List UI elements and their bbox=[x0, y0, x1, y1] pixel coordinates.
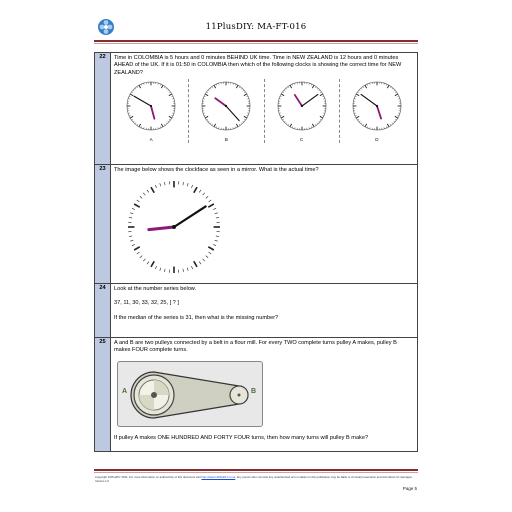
footer-rule-thin bbox=[94, 472, 418, 473]
questions-table bbox=[94, 52, 418, 452]
question-number: 25 bbox=[95, 337, 111, 451]
clock-tick bbox=[155, 266, 156, 269]
clock-tick bbox=[147, 262, 149, 265]
clock-tick bbox=[194, 262, 197, 268]
pulley-diagram bbox=[117, 361, 263, 427]
clock-tick bbox=[140, 256, 142, 258]
clock-tick bbox=[143, 259, 145, 261]
clock-face-icon bbox=[125, 80, 177, 132]
clock-tick bbox=[194, 188, 197, 194]
copyright-notice bbox=[95, 476, 417, 483]
clock-tick bbox=[213, 209, 216, 210]
clock-tick bbox=[137, 253, 140, 255]
header-rule bbox=[94, 40, 418, 42]
question-23 bbox=[95, 165, 418, 284]
clock-tick bbox=[213, 245, 216, 246]
clock-tick bbox=[183, 269, 184, 272]
question-text: Time in COLOMBIA is 5 hours and 0 minutes BEHIND UK time. Time in NEW ZEALAND is 12 hours and 0 minutes AHEAD of the UK. If it is 01:50 in COLOMBIA then which of the following clocks is showing the correct time for NEW ZEALAND? bbox=[114, 55, 402, 76]
clock-pivot bbox=[225, 105, 227, 107]
question-25 bbox=[95, 337, 418, 451]
question-text: A and B are two pulleys connected by a belt in a flour mill. For every TWO complete turns pulley A makes, pulley B makes FOUR complete turns. bbox=[114, 339, 397, 354]
clock-tick bbox=[209, 253, 212, 255]
question-24 bbox=[95, 283, 418, 337]
version-text: Version 1.0 bbox=[95, 478, 109, 483]
worksheet-page bbox=[90, 15, 422, 497]
pulley-b-label: B bbox=[251, 387, 257, 395]
question-number: 24 bbox=[95, 283, 111, 337]
clock-pivot bbox=[376, 105, 378, 107]
clock-tick bbox=[209, 200, 212, 202]
clock-tick bbox=[151, 262, 154, 268]
question-text: The image below shows the clockface as seen in a mirror. What is the actual time? bbox=[114, 167, 319, 173]
hour-hand bbox=[149, 227, 174, 230]
mirror-clock-icon bbox=[124, 177, 224, 277]
clock-tick bbox=[129, 218, 132, 219]
clock-tick bbox=[191, 185, 192, 188]
clock-tick bbox=[160, 184, 161, 187]
clock-tick bbox=[137, 200, 140, 202]
clock-tick bbox=[134, 204, 140, 207]
clock-tick bbox=[216, 236, 219, 237]
clock-tick bbox=[199, 262, 201, 265]
clock-tick bbox=[129, 236, 132, 237]
clock-tick bbox=[183, 182, 184, 185]
clock-pivot bbox=[150, 105, 152, 107]
clock-face-icon bbox=[200, 80, 252, 132]
clock-tick bbox=[147, 190, 149, 193]
clock-face-icon bbox=[276, 80, 328, 132]
clock-pivot bbox=[301, 105, 303, 107]
clock-option-b[interactable] bbox=[188, 79, 263, 142]
footer-rule bbox=[94, 469, 418, 471]
page-number: Page 5 bbox=[402, 486, 417, 491]
clock-tick bbox=[187, 184, 188, 187]
number-series: 37, 11, 30, 33, 32, 25, [ ? ] bbox=[114, 300, 179, 307]
clock-tick bbox=[215, 241, 218, 242]
option-label: B bbox=[224, 136, 228, 142]
page-title: 11PlusDIY: MA-FT-016 bbox=[205, 22, 307, 32]
option-label: A bbox=[149, 136, 153, 142]
minute-hand bbox=[174, 207, 206, 228]
clock-tick bbox=[132, 245, 135, 246]
clock-tick bbox=[208, 247, 214, 250]
pulley-a-label: A bbox=[122, 387, 128, 395]
clock-tick bbox=[164, 269, 165, 272]
clock-tick bbox=[130, 213, 133, 214]
clock-tick bbox=[206, 197, 208, 199]
clock-tick bbox=[134, 247, 140, 250]
clock-face-icon bbox=[351, 80, 403, 132]
clock-tick bbox=[155, 185, 156, 188]
copyright-rest: . Any person who commits any unauthorised act in relation to this publication may be liable to criminal prosecution and civil claims for damages. bbox=[235, 475, 413, 479]
option-label: D bbox=[375, 136, 379, 142]
question-text: Look at the number series below. bbox=[114, 285, 197, 292]
question-prompt: If the median of the series is 31, then what is the missing number? bbox=[114, 314, 279, 321]
website-link[interactable]: http://www.11PlusDIY.co.uk bbox=[201, 475, 236, 479]
clock-option-c[interactable] bbox=[264, 79, 339, 142]
clock-tick bbox=[215, 213, 218, 214]
clock-tick bbox=[143, 193, 145, 195]
clock-tick bbox=[199, 190, 201, 193]
header-rule-thin bbox=[94, 43, 418, 44]
question-number: 22 bbox=[95, 53, 111, 165]
clock-option-a[interactable] bbox=[114, 79, 188, 142]
clock-tick bbox=[191, 266, 192, 269]
clock-tick bbox=[203, 193, 205, 195]
clock-tick bbox=[132, 209, 135, 210]
clock-tick bbox=[140, 197, 142, 199]
clock-tick bbox=[130, 241, 133, 242]
option-label: C bbox=[300, 136, 304, 142]
copyright-text: Copyright 11PlusDIY 2011. For more information on authenticity of this document visit bbox=[95, 475, 201, 479]
clock-tick bbox=[208, 204, 214, 207]
clock-tick bbox=[203, 259, 205, 261]
clock-tick bbox=[164, 182, 165, 185]
question-22 bbox=[95, 53, 418, 165]
clock-tick bbox=[206, 256, 208, 258]
clock-pivot bbox=[172, 225, 176, 229]
clock-option-d[interactable] bbox=[339, 79, 414, 142]
clock-tick bbox=[160, 268, 161, 271]
clock-tick bbox=[216, 218, 219, 219]
clock-tick bbox=[151, 188, 154, 194]
clock-options bbox=[114, 79, 414, 142]
pulley-belt-icon bbox=[118, 362, 262, 426]
question-number: 23 bbox=[95, 165, 111, 284]
question-prompt: If pulley A makes ONE HUNDRED AND FORTY FOUR turns, then how many turns will pulley B make? bbox=[114, 434, 369, 441]
clock-tick bbox=[187, 268, 188, 271]
